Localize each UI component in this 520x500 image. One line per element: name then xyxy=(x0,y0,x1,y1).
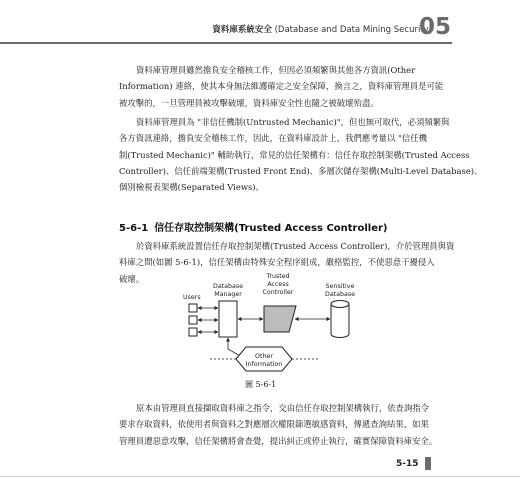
section-number: 5-6-1 xyxy=(119,223,149,234)
figure-caption: 圖 5-6-1 xyxy=(245,380,277,389)
trusted-access-controller-diagram xyxy=(170,267,370,377)
database-manager-box xyxy=(219,301,237,337)
page-number: 5-15 xyxy=(396,459,419,469)
paragraph-4 xyxy=(119,400,438,449)
paragraph-3-line-1: 於資料庫系統設置信任存取控制架構(Trusted Access Controller)，介於管理員與資 xyxy=(136,241,455,251)
paragraph-3-line-3: 破壞。 xyxy=(119,273,145,284)
label-users: Users xyxy=(183,294,201,301)
paragraph-2-line-1: 資料庫管理員為 "非信任機制(Untrusted Mechanic)"，但也無可取代，必須頻繁與 xyxy=(136,117,450,127)
figure-5-6-1 xyxy=(170,267,370,377)
paragraph-2-line-5: 個別檢視表架構(Separated Views)。 xyxy=(119,182,264,193)
paragraph-2-line-4: Controller)、信任前端架構(Trusted Front End)、多層次儲存架構(Multi-Level Database)、 xyxy=(119,165,483,176)
user-box-1 xyxy=(189,304,197,312)
paragraph-2 xyxy=(119,114,483,195)
chapter-number: 05 xyxy=(418,14,451,40)
chapter-title-en: (Database and Data Mining Security) xyxy=(274,25,432,35)
paragraph-1-line-2: Information) 連絡，使其本身無法維護確定之安全保障，換言之，資料庫管理員是可能 xyxy=(119,81,444,92)
label-other: Other xyxy=(255,353,273,360)
section-heading xyxy=(119,219,394,234)
label-controller: Controller xyxy=(262,289,294,296)
paragraph-2-line-2: 各方資訊連絡，擔負安全稽核工作，因此，在資料庫設計上，我們應考量以 "信任機 xyxy=(119,133,428,144)
label-information: Information xyxy=(245,361,283,368)
label-database: Database xyxy=(212,283,244,290)
paragraph-4-line-2: 要求存取資料，依使用者與資料之對應層次權限篩選敏感資料，傳遞查詢結果，如果 xyxy=(119,419,429,430)
page-number-bar xyxy=(425,457,431,470)
chapter-title xyxy=(212,23,432,35)
paragraph-3-line-2: 料庫之間(如圖 5-6-1)，信任架構由特殊安全程序組成，嚴格監控，不使惡意干擾侵入 xyxy=(119,257,435,268)
label-manager: Manager xyxy=(214,291,242,298)
section-title: 信任存取控制架構(Trusted Access Controller) xyxy=(154,223,388,234)
paragraph-2-line-3: 制(Trusted Mechanic)" 輔助執行，常見的信任架構有：信任存取控制架構(Trusted Access xyxy=(119,149,470,160)
paragraph-4-line-1: 原本由管理員直接擷取資料庫之指令，交由信任存取控制架構執行，依查詢指令 xyxy=(136,403,430,413)
label-trusted: Trusted xyxy=(266,273,290,280)
label-sens-database: Database xyxy=(324,291,356,298)
label-sensitive: Sensitive xyxy=(325,283,355,290)
footer-rule xyxy=(0,476,520,477)
trusted-access-controller-box xyxy=(264,306,296,332)
chapter-title-zh: 資料庫系統安全 xyxy=(212,25,272,35)
page-header xyxy=(0,14,520,44)
paragraph-1-line-3: 被攻擊的，一旦管理員被攻擊破壞，資料庫安全性也隨之被破壞殆盡。 xyxy=(119,97,379,108)
user-box-2 xyxy=(189,316,197,324)
sensitive-database-cylinder xyxy=(331,301,349,338)
header-rule xyxy=(0,42,452,44)
paragraph-4-line-3: 管理員遭惡意攻擊，信任架構將會查覺，提出糾正或停止執行，確實保障資料庫安全。 xyxy=(119,435,438,446)
label-access: Access xyxy=(267,281,289,288)
paragraph-1 xyxy=(119,62,444,111)
user-box-3 xyxy=(189,328,197,336)
paragraph-1-line-1: 資料庫管理員雖然擔負安全稽核工作，但因必須頻繁與其他各方資訊(Other xyxy=(136,65,416,75)
